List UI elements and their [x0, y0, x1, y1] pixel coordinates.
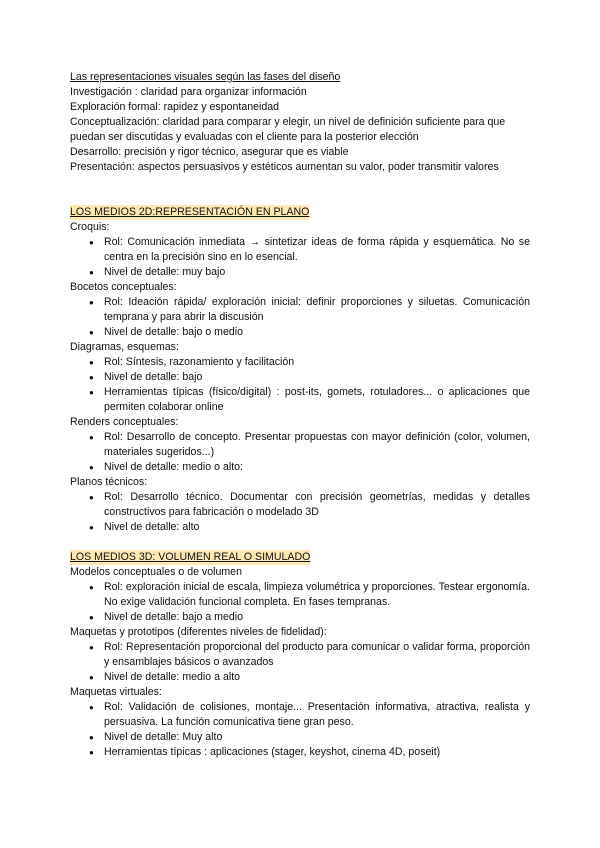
section-3d-heading-row: [70, 550, 530, 565]
group-planos-list: [70, 490, 530, 535]
group-maquetas-heading: Maquetas y prototipos (diferentes niveles de fidelidad):: [70, 626, 327, 638]
list-item: ● Nivel de detalle: medio o alto:: [70, 460, 530, 475]
list-item: ● Rol: Desarrollo de concepto. Presentar propuestas con mayor definición (color, volumen, materiales sugeridos...): [70, 430, 530, 460]
list-item: ● Nivel de detalle: alto: [70, 520, 530, 535]
phase-investigacion: Investigación : claridad para organizar información: [70, 86, 307, 98]
group-renders-list: [70, 430, 530, 475]
phase-exploracion: Exploración formal: rapidez y espontaneidad: [70, 101, 280, 113]
group-bocetos-heading: Bocetos conceptuales:: [70, 281, 177, 293]
list-item: ● Nivel de detalle: bajo a medio: [70, 610, 530, 625]
section-2d-heading-row: [70, 205, 530, 220]
group-diagramas-heading: Diagramas, esquemas:: [70, 341, 179, 353]
list-item: ● Herramientas típicas : aplicaciones (stager, keyshot, cinema 4D, poseit): [70, 745, 530, 760]
list-item: ● Herramientas típicas (físico/digital) : post-its, gomets, rotuladores... o aplicaciones que permiten colaborar online: [70, 385, 530, 415]
group-virtuales-list: [70, 700, 530, 760]
group-croquis-list: [70, 235, 530, 280]
phase-conceptualizacion: Conceptualización: claridad para comparar y elegir, un nivel de definición suficiente para que puedan ser discutidas y evaluadas con el cliente para la posterior elección: [70, 116, 506, 143]
list-item: ● Nivel de detalle: medio a alto: [70, 670, 530, 685]
spacer: [70, 535, 530, 550]
group-croquis-heading: Croquis:: [70, 221, 110, 233]
group-virtuales-heading: Maquetas virtuales:: [70, 686, 162, 698]
group-renders-heading: Renders conceptuales:: [70, 416, 179, 428]
phase-presentacion: Presentación: aspectos persuasivos y estéticos aumentan su valor, poder transmitir valores: [70, 161, 499, 173]
intro-title: Las representaciones visuales según las fases del diseño: [70, 71, 341, 83]
list-item: ● Rol: Validación de colisiones, montaje... Presentación informativa, atractiva, realista y persuasiva. La función comunicativa tiene gran peso.: [70, 700, 530, 730]
list-item: ● Rol: exploración inicial de escala, limpieza volumétrica y proporciones. Testear ergonomía. No exige validación funcional completa. En fases tempranas.: [70, 580, 530, 610]
group-bocetos-list: [70, 295, 530, 340]
list-item: ● Nivel de detalle: bajo: [70, 370, 530, 385]
spacer: [70, 175, 530, 205]
list-item: ● Rol: Desarrollo técnico. Documentar con precisión geometrías, medidas y detalles constructivos para fabricación o modelado 3D: [70, 490, 530, 520]
list-item: ● Nivel de detalle: bajo o medio: [70, 325, 530, 340]
list-item: ● Nivel de detalle: muy bajo: [70, 265, 530, 280]
list-item: ● Rol: Comunicación inmediata → sintetizar ideas de forma rápida y esquemática. No se centra en la precisión sino en lo esencial.: [70, 235, 530, 265]
group-modelos-list: [70, 580, 530, 625]
list-item: ● Nivel de detalle: Muy alto: [70, 730, 530, 745]
section-2d-title: LOS MEDIOS 2D:REPRESENTACIÓN EN PLANO: [70, 206, 310, 218]
document-page: [70, 70, 530, 760]
section-3d-title: LOS MEDIOS 3D: VOLUMEN REAL O SIMULADO: [70, 551, 311, 563]
group-modelos-heading: Modelos conceptuales o de volumen: [70, 566, 242, 578]
list-item: ● Rol: Representación proporcional del producto para comunicar o validar forma, proporción y ensamblajes básicos o avanzados: [70, 640, 530, 670]
list-item: ● Rol: Síntesis, razonamiento y facilitación: [70, 355, 530, 370]
group-planos-heading: Planos técnicos:: [70, 476, 148, 488]
group-diagramas-list: [70, 355, 530, 415]
phase-desarrollo: Desarrollo: precisión y rigor técnico, asegurar que es viable: [70, 146, 349, 158]
group-maquetas-list: [70, 640, 530, 685]
list-item: ● Rol: Ideación rápida/ exploración inicial: definir proporciones y siluetas. Comunicación temprana y para abrir la discusión: [70, 295, 530, 325]
